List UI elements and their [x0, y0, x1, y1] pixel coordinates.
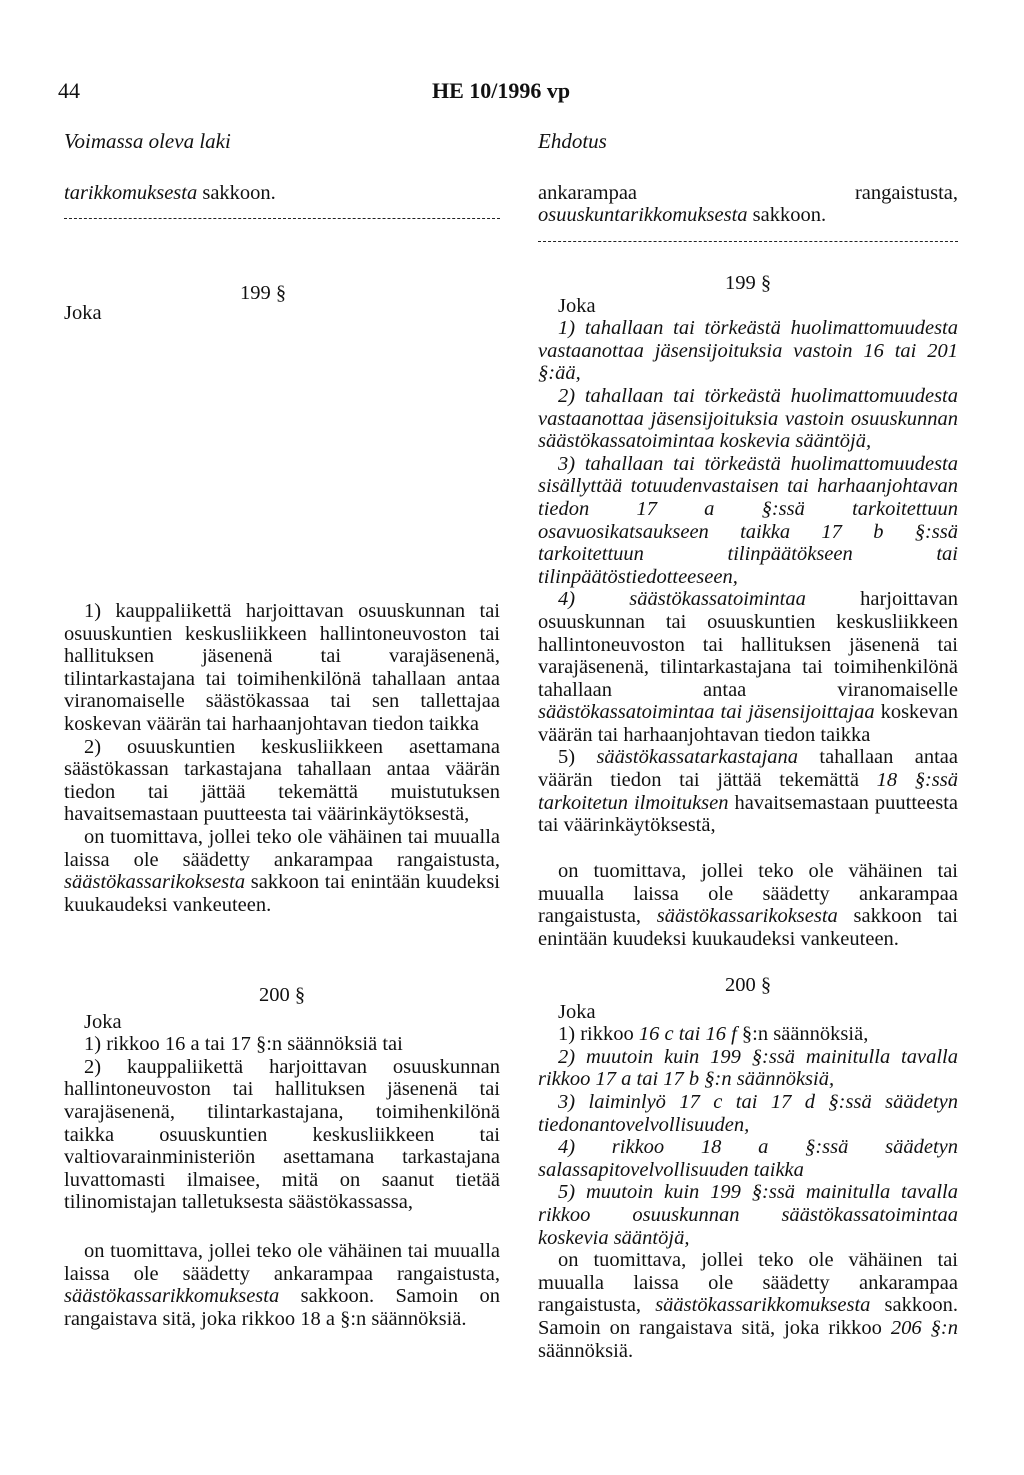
page-header — [0, 78, 1024, 118]
right-200-joka: Joka — [558, 1000, 596, 1023]
right-section-200-number: 200 § — [724, 974, 772, 996]
left-intro: tarikkomuksesta sakkoon. — [64, 181, 276, 204]
right-199-item-5: 5) säästökassatarkastajana tahallaan antaa väärän tiedon tai jättää tekemättä 18 §:ssä tarkoitetun ilmoituksen havaitsemastaan puutteesta tai väärinkäytöksestä, — [538, 746, 958, 837]
left-section-200 — [64, 984, 500, 1214]
running-title: HE 10/1996 vp — [432, 78, 571, 103]
right-section-200 — [538, 974, 958, 1362]
right-200-item-1: 1) rikkoo 16 c tai 16 f §:n säännöksiä, — [558, 1023, 869, 1046]
left-section-200-number: 200 § — [258, 984, 306, 1006]
left-column-heading: Voimassa oleva laki — [64, 129, 231, 153]
right-200-item-3: 3) laiminlyö 17 c tai 17 d §:ssä säädetyn tiedonantovelvollisuuden, — [538, 1090, 958, 1136]
left-200-joka: Joka — [84, 1010, 122, 1033]
right-199-item-2: 2) tahallaan tai törkeästä huolimattomuudesta vastaanottaa jäsensijoituksia vastoin osuuskunnan säästökassatoimintaa koskevia sääntöjä, — [538, 384, 958, 453]
right-200-item-2: 2) muutoin kuin 199 §:ssä mainitulla tavalla rikkoo 17 a tai 17 b §:n säännöksiä, — [538, 1045, 958, 1091]
right-section-199-number: 199 § — [724, 272, 772, 294]
right-column-top — [538, 130, 958, 242]
right-200-penalty: on tuomittava, jollei teko ole vähäinen tai muualla laissa ole säädetty ankarampaa rangaistusta, säästökassarikkomuksesta sakkoon. Samoin on rangaistava sitä, joka rikkoo 206 §:n säännöksiä. — [538, 1249, 959, 1362]
right-column-heading: Ehdotus — [538, 129, 607, 153]
page-number: 44 — [58, 78, 80, 103]
right-intro: ankarampaa rangaistusta, osuuskuntarikkomuksesta sakkoon. — [538, 181, 958, 227]
right-200-item-5: 5) muutoin kuin 199 §:ssä mainitulla tavalla rikkoo osuuskunnan säästökassatoimintaa koskevia sääntöjä, — [538, 1181, 958, 1249]
left-200-item-2: 2) kauppaliikettä harjoittavan osuuskunnan hallintoneuvoston tai hallituksen jäsenenä tai varajäsenenä, tilintarkastajana, toimihenkilönä taikka osuuskuntien keskusliikkeen tai valtiovarainministeriön asettamana tarkastajana luvattomasti ilmaisee, mitä on saanut tietää tilinomistajan talletuksesta säästökassassa, — [64, 1055, 500, 1214]
left-joka: Joka — [64, 302, 102, 324]
left-200-item-1: 1) rikkoo 16 a tai 17 §:n säännöksiä tai — [84, 1033, 403, 1056]
right-199-item-3: 3) tahallaan tai törkeästä huolimattomuudesta sisällyttää totuudenvastaisen tai harhaanjohtavan tiedon 17 a §:ssä tarkoitettuun osavuosikatsaukseen taikka 17 b §:ssä tarkoitettuun tilinpäätökseen tai tilinpäätöstiedotteeseen, — [538, 452, 958, 588]
left-section-199-body — [64, 600, 500, 916]
right-section-199-penalty: on tuomittava, jollei teko ole vähäinen tai muualla laissa ole säädetty ankarampaa rangaistusta, säästökassarikoksesta sakkoon tai enintään kuudeksi kuukaudeksi vankeuteen. — [538, 860, 958, 950]
right-section-199 — [538, 272, 958, 837]
right-200-item-4: 4) rikkoo 18 a §:ssä säädetyn salassapitovelvollisuuden taikka — [538, 1136, 958, 1181]
left-divider — [64, 218, 500, 219]
right-199-item-1: 1) tahallaan tai törkeästä huolimattomuudesta vastaanottaa jäsensijoituksia vastoin 16 tai 201 §:ää, — [538, 317, 958, 385]
left-199-item-1: 1) kauppaliikettä harjoittavan osuuskunnan tai osuuskuntien keskusliikkeen hallintoneuvoston tai hallituksen jäsenenä tai varajäsenenä, tilintarkastajana tai toimihenkilönä tahallaan antaa viranomaiselle säästökassaa tai sen tallettajaa koskevan väärän tai harhaanjohtavan tiedon taikka — [64, 600, 500, 735]
left-section-199-number: 199 § — [240, 282, 287, 304]
right-divider — [538, 241, 958, 242]
left-section-200-penalty: on tuomittava, jollei teko ole vähäinen tai muualla laissa ole säädetty ankarampaa rangaistusta, säästökassarikkomuksesta sakkoon. Samoin on rangaistava sitä, joka rikkoo 18 a §:n säännöksiä. — [64, 1240, 500, 1330]
right-199-joka: Joka — [558, 294, 596, 317]
left-column-top — [64, 130, 500, 219]
right-199-item-4: 4) säästökassatoimintaa harjoittavan osuuskunnan tai osuuskuntien keskusliikkeen hallintoneuvoston tai hallituksen jäsenenä tai varajäsenenä, tilintarkastajana tai toimihenkilönä tahallaan antaa viranomaiselle säästökassatoimintaa tai jäsensijoittajaa koskevan väärän tai harhaanjohtavan tiedon taikka — [538, 588, 958, 746]
left-199-penalty: on tuomittava, jollei teko ole vähäinen tai muualla laissa ole säädetty ankarampaa rangaistusta, säästökassarikoksesta sakkoon tai enintään kuudeksi kuukaudeksi vankeuteen. — [64, 825, 500, 916]
left-199-item-2: 2) osuuskuntien keskusliikkeen asettamana säästökassan tarkastajana tahallaan antaa väärän tiedon tai jättää tekemättä muistutuksen havaitsemastaan puutteesta tai väärinkäytöksestä, — [64, 735, 500, 826]
